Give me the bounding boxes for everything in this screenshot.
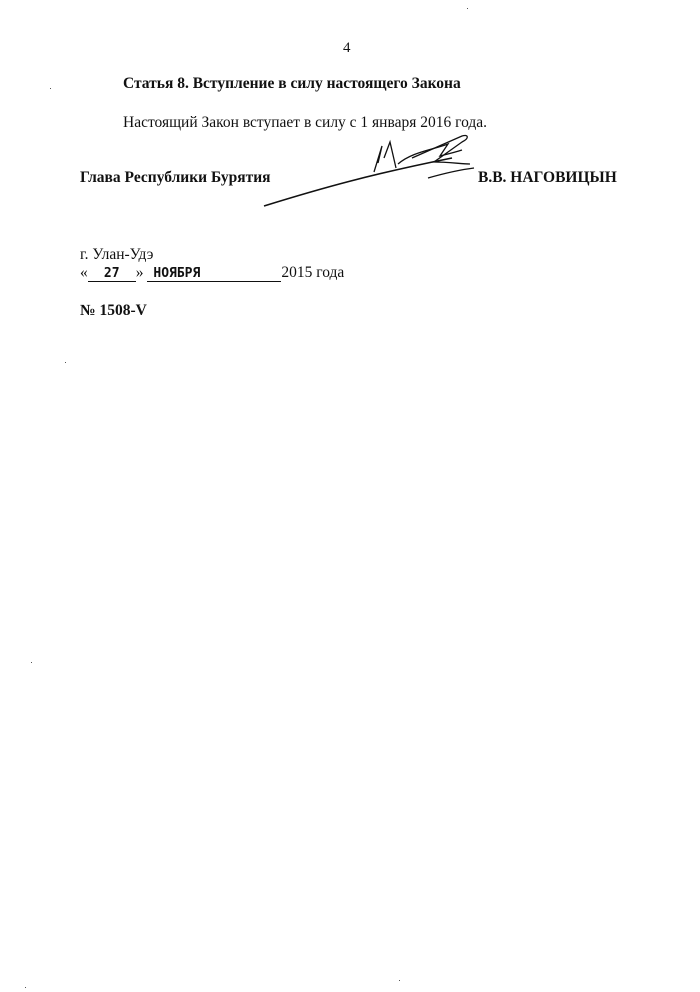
scan-speck	[31, 662, 32, 663]
page-number: 4	[343, 40, 351, 56]
law-number: № 1508-V	[80, 302, 147, 319]
date-open-quote: «	[80, 264, 88, 281]
city-line: г. Улан-Удэ	[80, 246, 154, 263]
date-day-field: 27	[88, 266, 136, 282]
scan-speck	[399, 980, 400, 981]
handwritten-signature	[262, 128, 482, 218]
date-month-field: НОЯБРЯ	[147, 266, 281, 282]
scan-speck	[467, 8, 468, 9]
article-body-text: Настоящий Закон вступает в силу с 1 января 2016 года.	[123, 114, 488, 131]
signatory-title: Глава Республики Бурятия	[80, 169, 271, 186]
scan-speck	[50, 88, 51, 89]
signatory-name: В.В. НАГОВИЦЫН	[478, 169, 617, 186]
article-heading: Статья 8. Вступление в силу настоящего Закона	[123, 75, 461, 92]
scan-speck	[65, 362, 66, 363]
date-year: 2015 года	[281, 264, 345, 281]
scan-speck	[25, 987, 26, 988]
date-close-quote: »	[135, 264, 144, 281]
date-line	[80, 264, 344, 282]
